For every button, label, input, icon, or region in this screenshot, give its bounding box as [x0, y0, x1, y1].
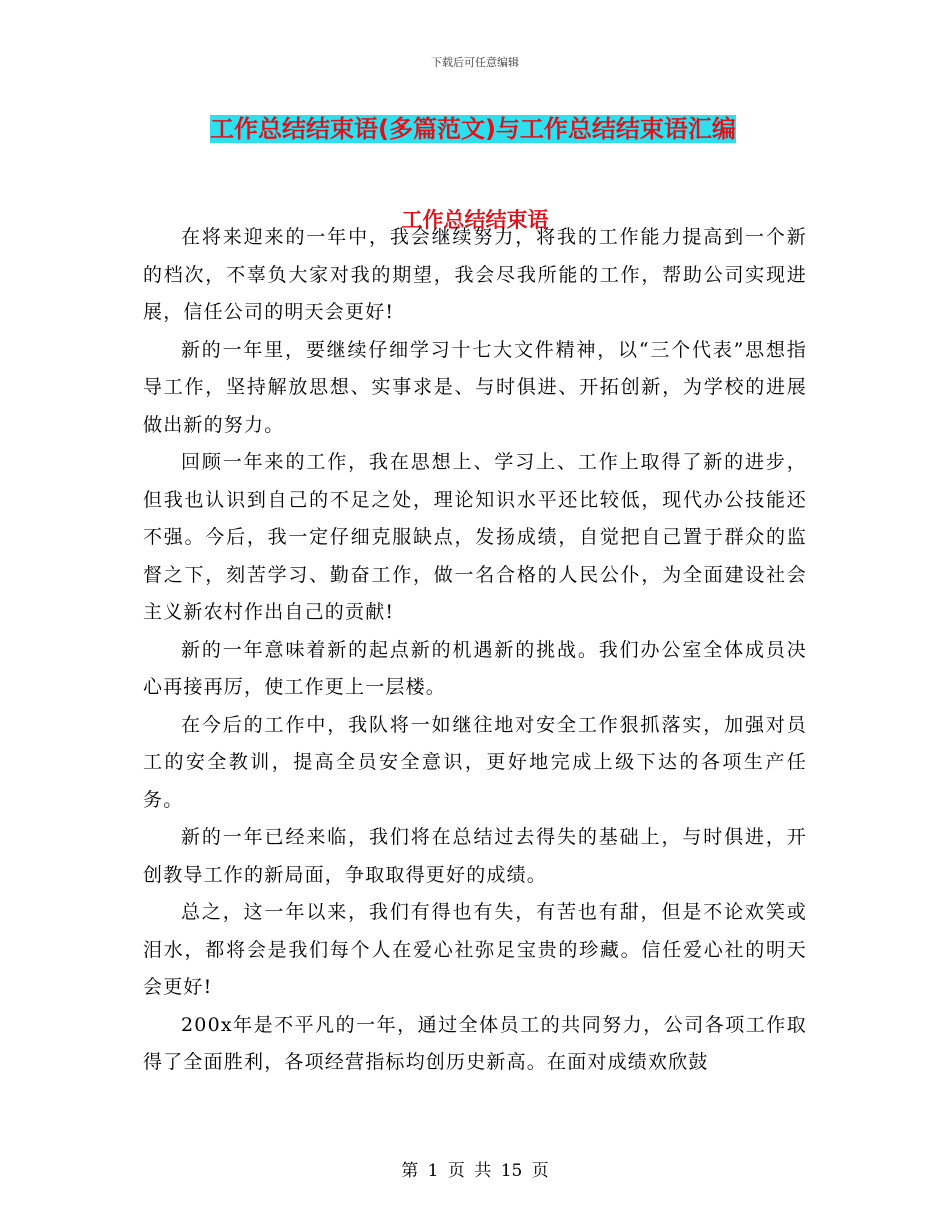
section-title: 工作总结结束语 — [401, 208, 549, 232]
paragraph: 在今后的工作中，我队将一如继往地对安全工作狠抓落实，加强对员工的安全教训，提高全员安全意识，更好地完成上级下达的各项生产任务。 — [143, 713, 807, 811]
paragraph: 新的一年里，要继续仔细学习十七大文件精神，以“三个代表”思想指导工作，坚持解放思想、实事求是、与时俱进、开拓创新，为学校的进展做出新的努力。 — [143, 338, 807, 436]
paragraph: 新的一年已经来临，我们将在总结过去得失的基础上，与时俱进，开创教导工作的新局面，争取取得更好的成绩。 — [143, 826, 807, 886]
header-note: 下载后可任意编辑 — [431, 56, 519, 69]
document-body — [143, 219, 807, 1082]
paragraph: 回顾一年来的工作，我在思想上、学习上、工作上取得了新的进步，但我也认识到自己的不足之处，理论知识水平还比较低，现代办公技能还不强。今后，我一定仔细克服缺点，发扬成绩，自觉把自己置于群众的监督之下，刻苦学习、勤奋工作，做一名合格的人民公仆，为全面建设社会主义新农村作出自己的贡献! — [143, 451, 807, 623]
paragraph: 在将来迎来的一年中，我会继续努力，将我的工作能力提高到一个新的档次，不辜负大家对我的期望，我会尽我所能的工作，帮助公司实现进展，信任公司的明天会更好! — [143, 226, 807, 323]
paragraph: 新的一年意味着新的起点新的机遇新的挑战。我们办公室全体成员决心再接再厉，使工作更上一层楼。 — [143, 638, 807, 698]
paragraph: 200x年是不平凡的一年，通过全体员工的共同努力，公司各项工作取得了全面胜利，各项经营指标均创历史新高。在面对成绩欢欣鼓 — [143, 1013, 807, 1073]
paragraph: 总之，这一年以来，我们有得也有失，有苦也有甜，但是不论欢笑或泪水，都将会是我们每个人在爱心社弥足宝贵的珍藏。信任爱心社的明天会更好! — [143, 901, 807, 998]
document-title-text: 工作总结结束语(多篇范文)与工作总结结束语汇编 — [210, 115, 736, 143]
document-title — [208, 114, 738, 144]
page-number-footer: 第 1 页 共 15 页 — [401, 1161, 549, 1181]
